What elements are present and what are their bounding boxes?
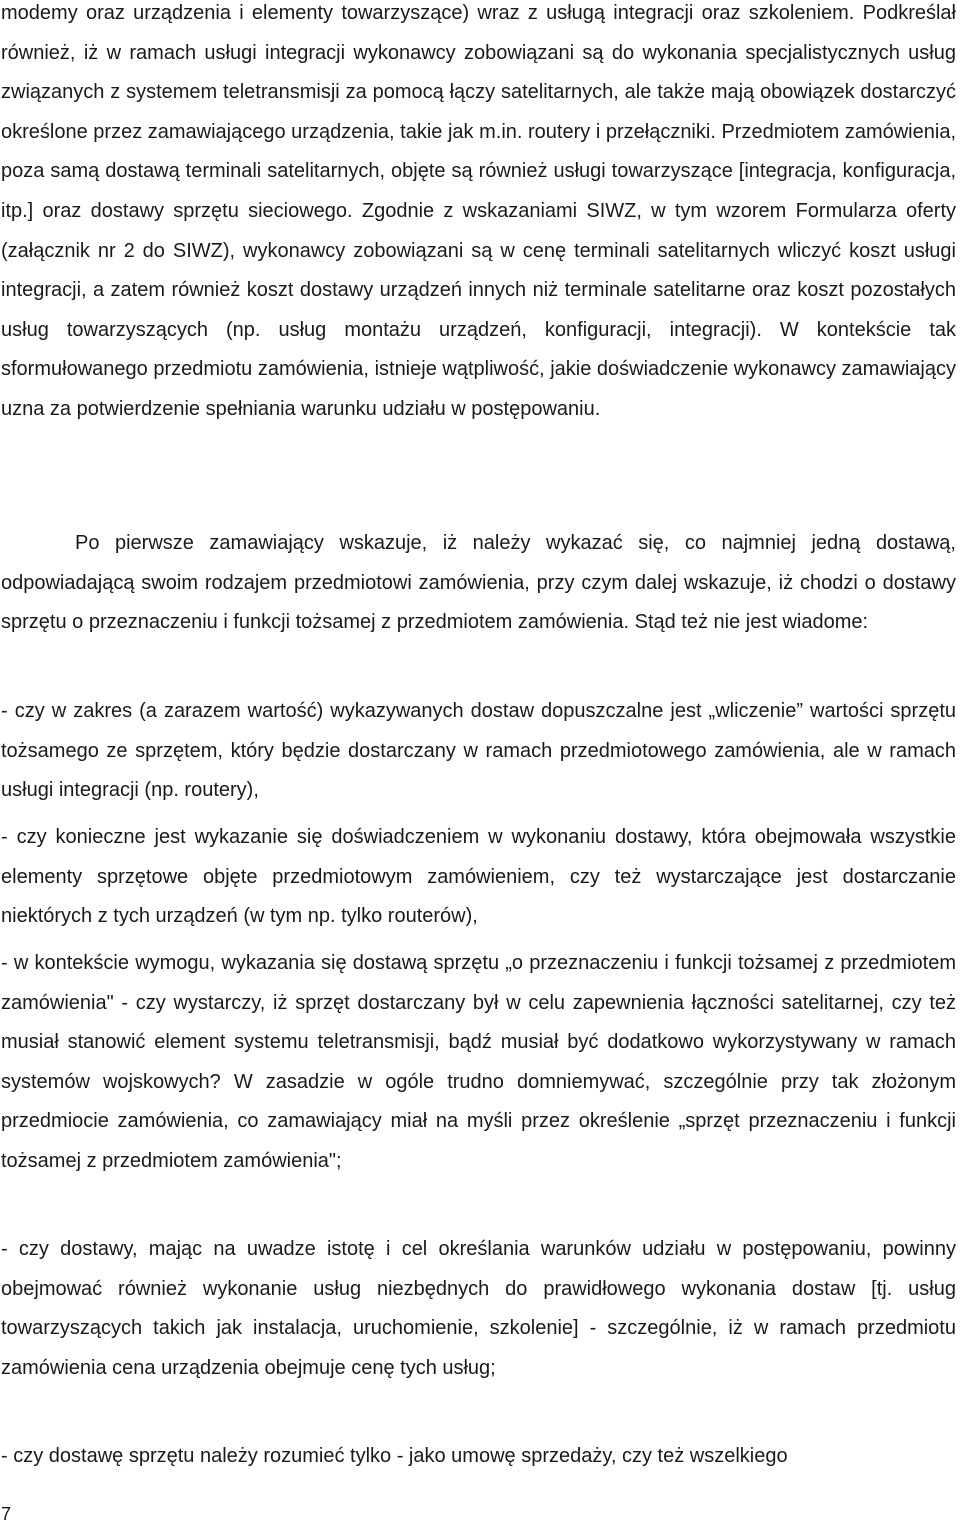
list-item xyxy=(1,1437,956,1477)
list-item-text: - czy dostawy, mając na uwadze istotę i cel określania warunków udziału w postępowaniu, powinny obejmować również wykonanie usług niezbędnych do prawidłowego wykonania dostaw [tj. usług towarzyszących takich jak instalacja, uruchomienie, szkolenie] - szczególnie, iż w ramach przedmiotu zamówienia cena urządzenia obejmuje cenę tych usług; xyxy=(1,1238,956,1379)
list-item-text: - czy konieczne jest wykazanie się doświadczeniem w wykonaniu dostawy, która obejmowała wszystkie elementy sprzętowe objęte przedmiotowym zamówieniem, czy też wystarczające jest dostarczanie niektórych z tych urządzeń (w tym np. tylko routerów), xyxy=(1,826,956,928)
page-number: 7 xyxy=(1,1504,12,1524)
list-item xyxy=(1,818,956,937)
paragraph-text: modemy oraz urządzenia i elementy towarzyszące) wraz z usługą integracji oraz szkoleniem. Podkreślał również, iż w ramach usługi integracji wykonawcy zobowiązani są do wykonania specjalistycznych usług związanych z systemem teletransmisji za pomocą łączy satelitarnych, ale także mają obowiązek dostarczyć określone przez zamawiającego urządzenia, takie jak m.in. routery i przełączniki. Przedmiotem zamówienia, poza samą dostawą terminali satelitarnych, objęte są również usługi towarzyszące [integracja, konfiguracja, itp.] oraz dostawy sprzętu sieciowego. Zgodnie z wskazaniami SIWZ, w tym wzorem Formularza oferty (załącznik nr 2 do SIWZ), wykonawcy zobowiązani są w cenę terminali satelitarnych wliczyć koszt usługi integracji, a zatem również koszt dostawy urządzeń innych niż terminale satelitarne oraz koszt pozostałych usług towarzyszących (np. usług montażu urządzeń, konfiguracji, integracji). W kontekście tak sformułowanego przedmiotu zamówienia, istnieje wątpliwość, jakie doświadczenie wykonawcy zamawiający uzna za potwierdzenie spełniania warunku udziału w postępowaniu. xyxy=(1,2,956,420)
body-paragraph-1 xyxy=(1,0,956,430)
body-paragraph-2 xyxy=(1,524,956,643)
list-item-text: - czy w zakres (a zarazem wartość) wykazywanych dostaw dopuszczalne jest „wliczenie” wartości sprzętu tożsamego ze sprzętem, który będzie dostarczany w ramach przedmiotowego zamówienia, ale w ramach usługi integracji (np. routery), xyxy=(1,700,956,802)
list-item-text: - w kontekście wymogu, wykazania się dostawą sprzętu „o przeznaczeniu i funkcji tożsamej z przedmiotem zamówienia" - czy wystarczy, iż sprzęt dostarczany był w celu zapewnienia łączności satelitarnej, czy też musiał stanowić element systemu teletransmisji, bądź musiał być dodatkowo wykorzystywany w ramach systemów wojskowych? W zasadzie w ogóle trudno domniemywać, szczególnie przy tak złożonym przedmiocie zamówienia, co zamawiający miał na myśli przez określenie „sprzęt przeznaczeniu i funkcji tożsamej z przedmiotem zamówienia"; xyxy=(1,952,956,1172)
list-item-text: - czy dostawę sprzętu należy rozumieć tylko - jako umowę sprzedaży, czy też wszelkiego xyxy=(1,1445,788,1467)
paragraph-text: Po pierwsze zamawiający wskazuje, iż należy wykazać się, co najmniej jedną dostawą, odpowiadającą swoim rodzajem przedmiotowi zamówienia, przy czym dalej wskazuje, iż chodzi o dostawy sprzętu o przeznaczeniu i funkcji tożsamej z przedmiotem zamówienia. Stąd też nie jest wiadome: xyxy=(1,532,956,634)
list-item xyxy=(1,1230,956,1388)
list-item xyxy=(1,692,956,811)
list-item xyxy=(1,944,956,1182)
